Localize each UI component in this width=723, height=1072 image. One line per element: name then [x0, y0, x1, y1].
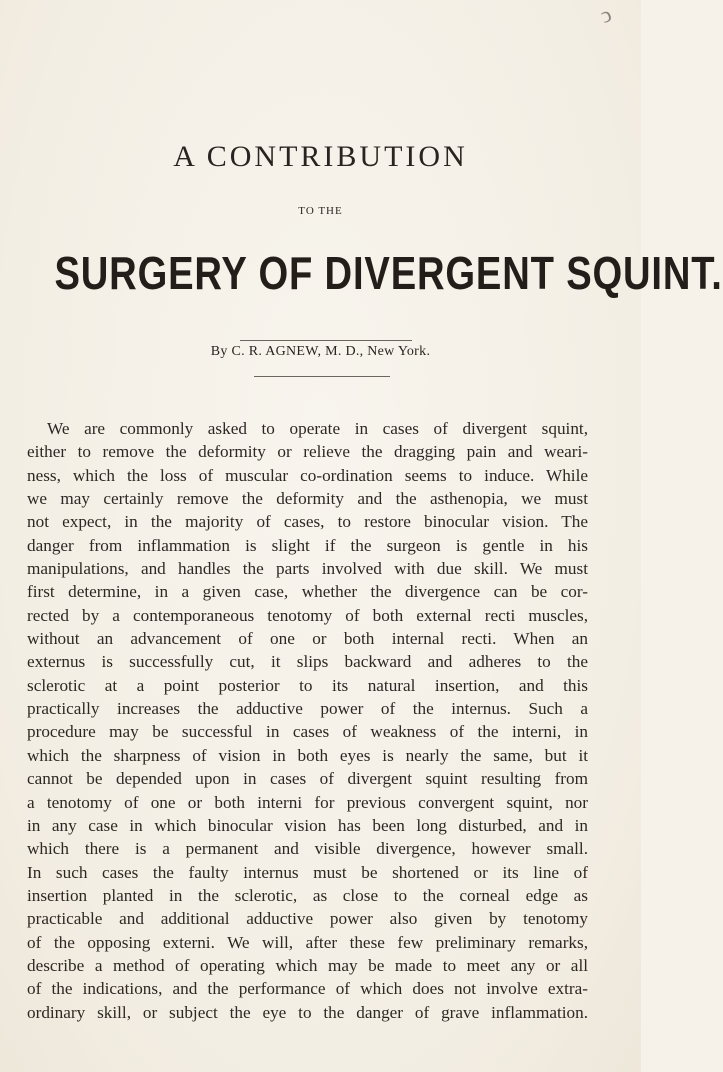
- paragraph-line: which the sharpness of vision in both eyes is nearly the same, but it: [27, 745, 588, 765]
- paragraph-line: either to remove the deformity or relieve the dragging pain and weari-: [27, 442, 588, 462]
- author-byline: By C. R. AGNEW, M. D., New York.: [210, 344, 431, 359]
- paragraph-line: rected by a contemporaneous tenotomy of both external recti muscles,: [27, 605, 588, 625]
- paragraph-line: of the indications, and the performance of which does not involve extra-: [27, 979, 588, 999]
- article-subtitle: SURGERY OF DIVERGENT SQUINT.: [54, 247, 723, 299]
- paragraph-line: without an advancement of one or both internal recti. When an: [27, 629, 588, 649]
- paragraph-line: danger from inflammation is slight if the surgeon is gentle in his: [27, 535, 588, 555]
- paragraph-line: ness, which the loss of muscular co-ordination seems to induce. While: [27, 465, 588, 485]
- paragraph-line: which there is a permanent and visible divergence, however small.: [27, 839, 588, 859]
- title-connector: TO THE: [298, 205, 343, 217]
- article-title: A CONTRIBUTION: [173, 140, 468, 173]
- paragraph-line: a tenotomy of one or both interni for previous convergent squint, nor: [27, 792, 588, 812]
- body-paragraph: [27, 417, 588, 1024]
- paragraph-line: ordinary skill, or subject the eye to the danger of grave inflammation.: [27, 1002, 588, 1022]
- paragraph-line: procedure may be successful in cases of weakness of the interni, in: [27, 722, 588, 742]
- paragraph-line: sclerotic at a point posterior to its natural insertion, and this: [27, 675, 588, 695]
- paragraph-line: not expect, in the majority of cases, to restore binocular vision. The: [27, 512, 588, 532]
- paragraph-line: cannot be depended upon in cases of divergent squint resulting from: [27, 769, 588, 789]
- paragraph-line: describe a method of operating which may be made to meet any or all: [27, 955, 588, 975]
- paragraph-line: insertion planted in the sclerotic, as close to the corneal edge as: [27, 885, 588, 905]
- paragraph-line: In such cases the faulty internus must be shortened or its line of: [27, 862, 588, 882]
- lower-divider: [254, 376, 390, 377]
- paragraph-line: first determine, in a given case, whether the divergence can be cor-: [27, 582, 588, 602]
- paragraph-line: We are commonly asked to operate in cases of divergent squint,: [47, 419, 588, 438]
- paragraph-line: manipulations, and handles the parts involved with due skill. We must: [27, 559, 588, 579]
- corner-pencil-mark: ↄ: [597, 1, 615, 28]
- paragraph-line: practically increases the adductive power of the internus. Such a: [27, 699, 588, 719]
- paragraph-line: practicable and additional adductive power also given by tenotomy: [27, 909, 588, 929]
- paragraph-line: we may certainly remove the deformity and the asthenopia, we must: [27, 489, 588, 509]
- paragraph-line: of the opposing externi. We will, after these few preliminary remarks,: [27, 932, 588, 952]
- paragraph-line: externus is successfully cut, it slips backward and adheres to the: [27, 652, 588, 672]
- paragraph-line: in any case in which binocular vision has been long disturbed, and in: [27, 815, 588, 835]
- upper-divider: [240, 340, 412, 341]
